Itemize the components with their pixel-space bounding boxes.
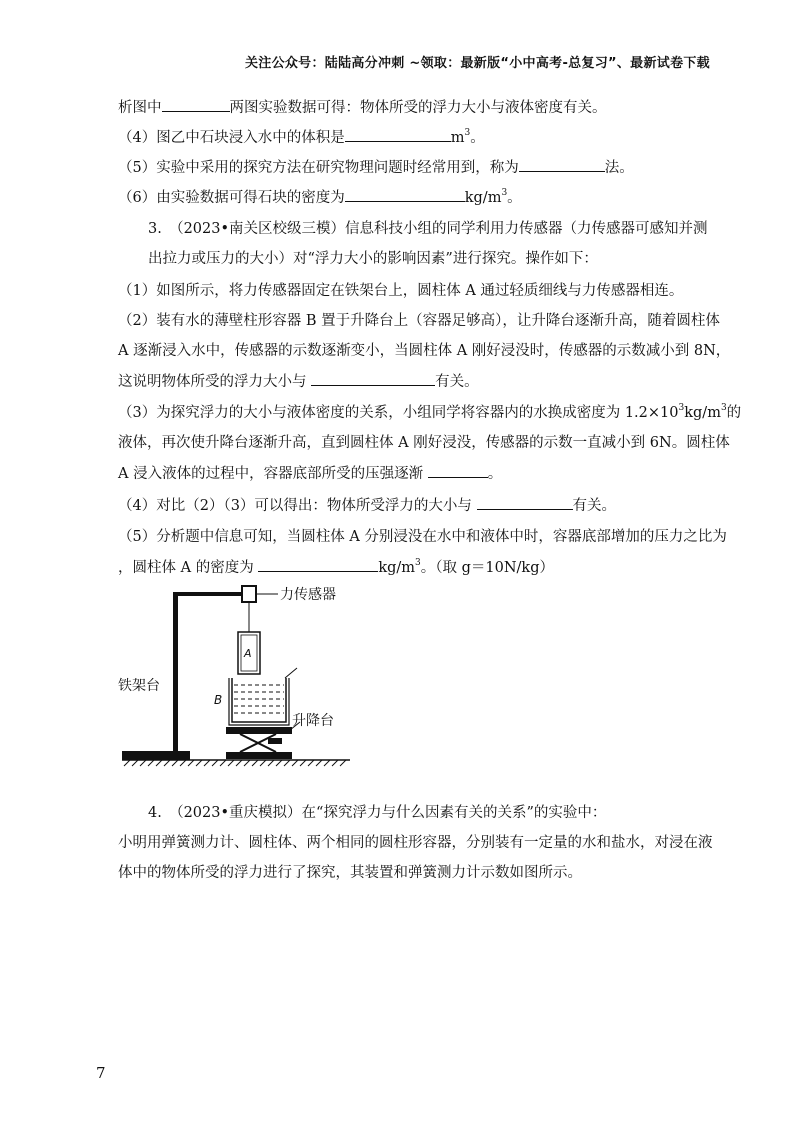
q3-heading-2: 出拉力或压力的大小）对“浮力大小的影响因素”进行探究。操作如下： [148,251,598,267]
label-lift-platform: 升降台 [292,713,334,729]
lift-base [226,752,292,759]
q4-heading: 4. （2023•重庆模拟）在“探究浮力与什么因素有关的关系”的实验中： [148,805,607,821]
q3-step-5-line-1: （5）分析题中信息可知，当圆柱体 A 分别浸没在水中和液体中时，容器底部增加的压力之比为 [118,529,727,545]
q3-step-3-line-3: A 浸入液体的过程中，容器底部所受的压强逐渐 。 [118,463,502,484]
q2-line-1: 析图中 两图实验数据可得：物体所受的浮力大小与液体密度有关。 [118,97,607,118]
q3-step-2-line-2: A 逐渐浸入水中，传感器的示数逐渐变小，当圆柱体 A 刚好浸没时，传感器的示数减小到 8N， [118,343,731,359]
q3-step-3-line-1: （3）为探究浮力的大小与液体密度的关系，小组同学将容器内的水换成密度为 $1.2\times 10^3kg/m^3$的 [118,403,742,421]
q3-step-4: （4）对比（2）（3）可以得出：物体所受浮力的大小与 有关。 [118,495,616,516]
apparatus-figure [110,580,360,780]
water-lines [234,685,284,713]
q3-heading-1: 3. （2023•南关区校级三模）信息科技小组的同学利用力传感器（力传感器可感知并测 [148,221,708,237]
q3-step-2-line-3: 这说明物体所受的浮力大小与 有关。 [118,371,479,392]
q3-step-5-line-2: ，圆柱体 A 的密度为 $kg/m^3$。（取 g＝10N/kg） [118,558,554,576]
label-cylinder-a: A [244,647,252,660]
label-container-b: B [214,693,223,707]
stand-arm [173,592,245,596]
label-iron-stand: 铁架台 [118,678,160,694]
q4-line-2: 体中的物体所受的浮力进行了探究，其装置和弹簧测力计示数如图所示。 [118,865,582,881]
q3-step-1: （1）如图所示，将力传感器固定在铁架台上，圆柱体 A 通过轻质细线与力传感器相连。 [118,283,684,299]
q2-part-6: （6）由实验数据可得石块的密度为 $kg/m^3$。 [118,188,522,206]
page-number: 7 [96,1064,106,1082]
q3-step-3-line-2: 液体，再次使升降台逐渐升高，直到圆柱体 A 刚好浸没，传感器的示数一直减小到 6N。圆柱体 [118,435,730,451]
force-sensor [242,586,256,602]
page-header: 关注公众号：陆陆高分冲刺 ~领取：最新版“小中高考-总复习”、最新试卷下载 [244,56,710,71]
q4-line-1: 小明用弹簧测力计、圆柱体、两个相同的圆柱形容器，分别装有一定量的水和盐水，对浸在液 [118,835,713,851]
ground-hatch [124,760,346,766]
stand-base [122,751,190,760]
q2-part-5: （5）实验中采用的探究方法在研究物理问题时经常用到，称为 法。 [118,157,634,178]
label-force-sensor: 力传感器 [280,587,336,603]
stand-pole [173,592,178,752]
q2-part-4: （4）图乙中石块浸入水中的体积是 $m^3$。 [118,128,485,146]
q3-step-2-line-1: （2）装有水的薄壁柱形容器 B 置于升降台上（容器足够高），让升降台逐渐升高，随着圆柱体 [118,313,720,329]
lift-top [226,727,292,734]
